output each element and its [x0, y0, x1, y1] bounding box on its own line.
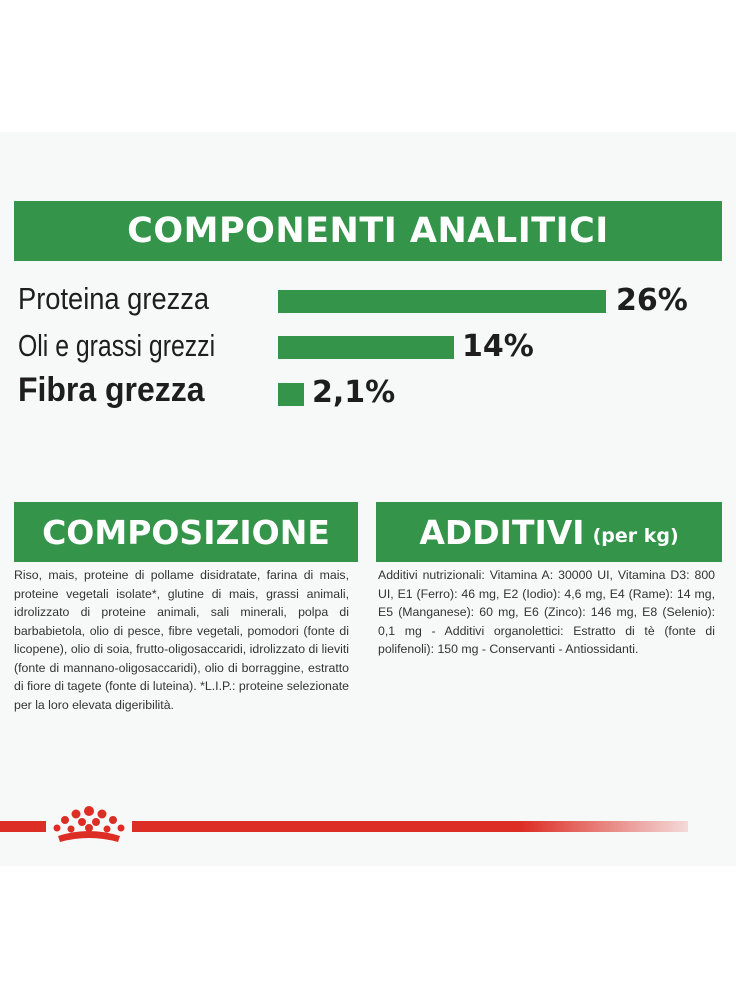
bar-fat [278, 336, 454, 359]
additives-banner [376, 502, 722, 562]
row-label-protein: Proteina grezza [18, 281, 210, 316]
bar-fiber [278, 383, 304, 406]
analytic-components-banner [14, 201, 722, 261]
row-label-fat: Oli e grassi grezzi [18, 328, 216, 363]
value-protein: 26% [616, 283, 688, 318]
bar-protein [278, 290, 606, 313]
value-fat: 14% [462, 329, 534, 364]
composition-title: COMPOSIZIONE [42, 512, 330, 552]
composition-banner [14, 502, 358, 562]
additives-subtitle: (per kg) [592, 525, 679, 547]
value-fiber: 2,1% [312, 375, 396, 410]
analytic-components-title: COMPONENTI ANALITICI [127, 211, 609, 251]
royal-canin-crown-icon [52, 804, 126, 846]
red-divider-left [0, 821, 46, 832]
row-label-fiber: Fibra grezza [18, 371, 205, 409]
additives-title: ADDITIVI [419, 512, 585, 552]
red-divider-right [132, 821, 688, 832]
additives-text: Additivi nutrizionali: Vitamina A: 30000 UI, Vitamina D3: 800 UI, E1 (Ferro): 46 mg, E2 (Iodio): 4,6 mg, E4 (Rame): 14 mg, E5 (Manganese): 60 mg, E6 (Zinco): 146 mg, E8 (Selenio): 0,1 mg - Additivi organolettici: Estratto di tè (fonte di polifenoli): 150 mg - Conservanti - Antiossidanti. [378, 568, 715, 656]
composition-text: Riso, mais, proteine di pollame disidratate, farina di mais, proteine vegetali isolate*, glutine di mais, grassi animali, idrolizzato di proteine animali, sali minerali, polpa di barbabietola, olio di pesce, fibre vegetali, pomodori (fonte di licopene), olio di soia, frutto-oligosaccaridi, idrolizzato di lieviti (fonte di mannano-oligosaccaridi), olio di borraggine, estratto di fiore di tagete (fonte di luteina). *L.I.P.: proteine selezionate per la loro elevata digeribilità. [14, 568, 349, 712]
